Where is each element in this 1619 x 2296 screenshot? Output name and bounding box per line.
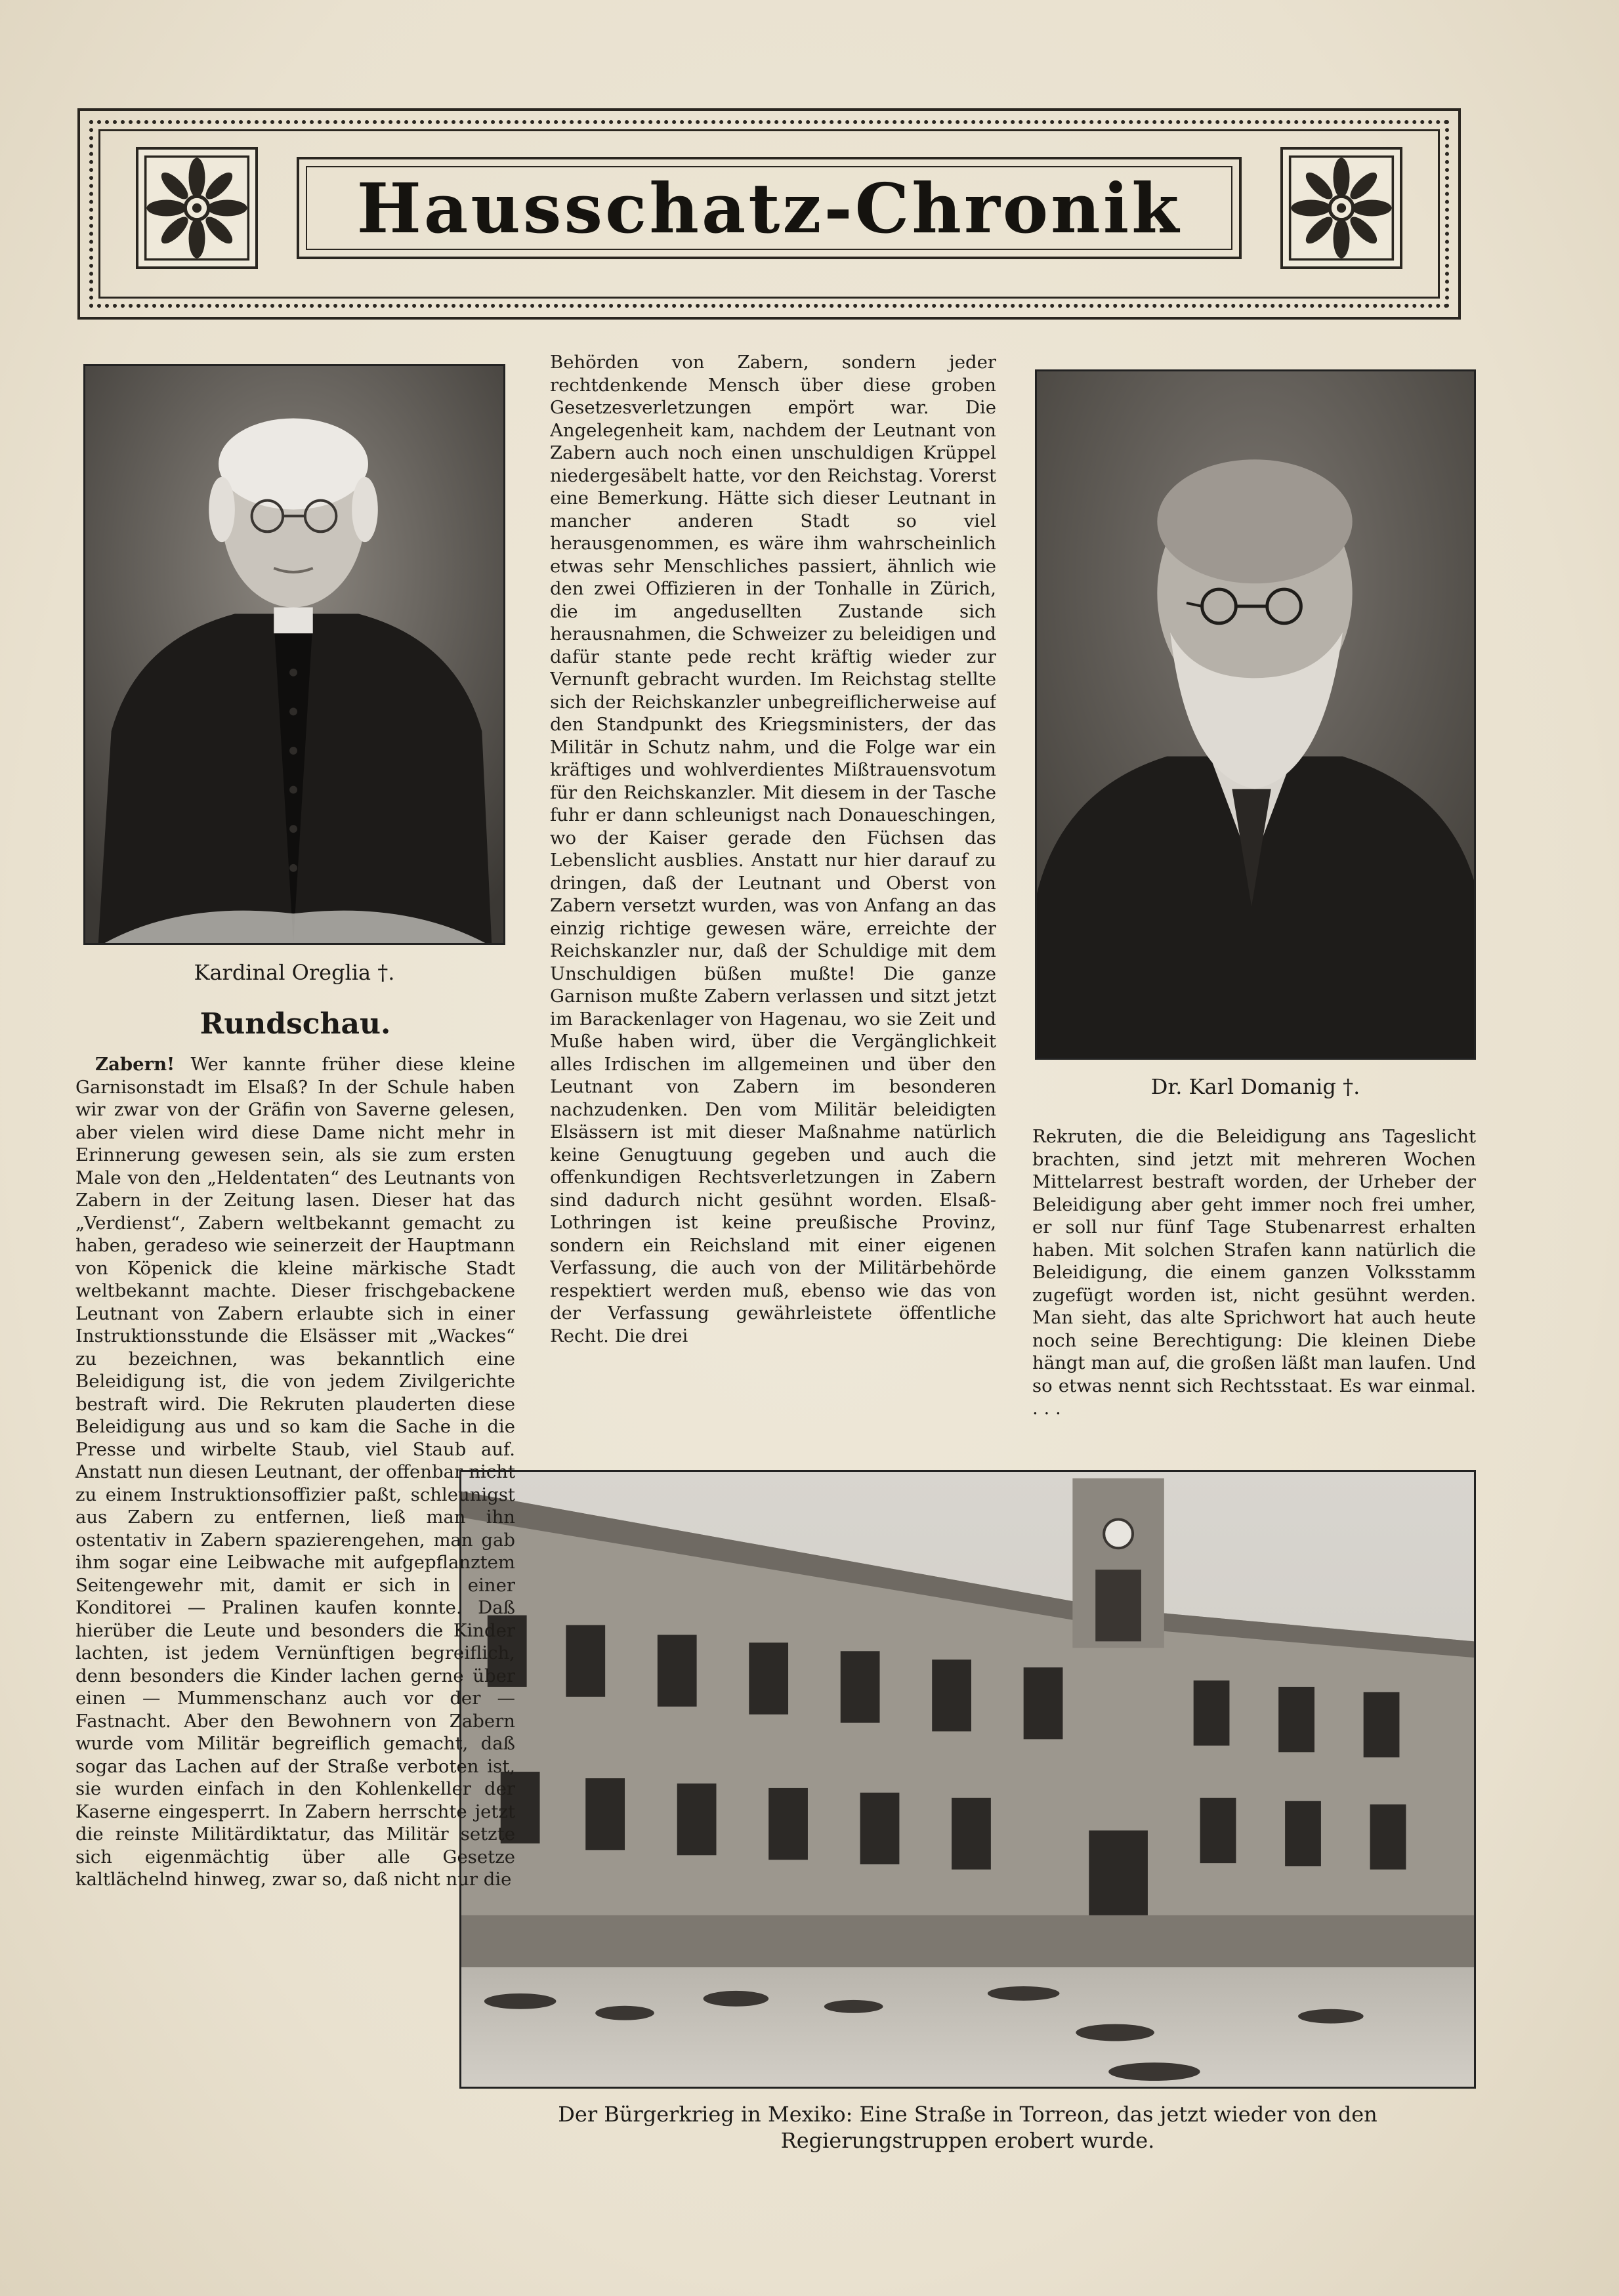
article-column-2 <box>550 351 996 1440</box>
flower-ornament-icon <box>1280 147 1402 269</box>
article-lead: Zabern! <box>95 1054 175 1075</box>
caption-oreglia: Kardinal Oreglia †. <box>194 960 395 985</box>
article-heading: Rundschau. <box>200 1007 391 1041</box>
photo-torreon-street <box>459 1470 1476 2089</box>
photo-cardinal-oreglia <box>83 364 505 945</box>
photo-karl-domanig <box>1035 369 1476 1060</box>
caption-torreon: Der Bürgerkrieg in Mexiko: Eine Straße in Torreon, das jetzt wieder von den Regierungstruppen erobert wurde. <box>558 2102 1377 2153</box>
article-col1-text: Wer kannte früher diese kleine Garnisonstadt im Elsaß? In der Schule haben wir zwar von der Gräfin von Saverne gelesen, aber vielen wird diese Dame nicht mehr in Erinnerung gewesen sein, als sie zum ersten Male von den „Heldentaten“ des Leutnants von Zabern in der Zeitung lasen. Dieser hat das „Verdienst“, Zabern weltbekannt gemacht zu haben, geradeso wie seinerzeit der Hauptmann von Köpenick die kleine märkische Stadt weltbekannt machte. Dieser frischgebackene Leutnant von Zabern erlaubte sich in einer Instruktionsstunde die Elsässer mit „Wackes“ zu bezeichnen, was bekanntlich eine Beleidigung ist, die von jedem Zivilgerichte bestraft wird. Die Rekruten plauderten diese Beleidigung aus und so kam die Sache in die Presse und wirbelte Staub, viel Staub auf. Anstatt nun diesen Leutnant, der offenbar nicht zu einem Instruktionsoffizier paßt, schleunigst aus Zabern zu entfernen, ließ man ihn ostentativ in Zabern spazierengehen, man gab ihm sogar eine Leibwache mit aufgepflanztem Seitengewehr mit, damit er sich in einer Konditorei — Pralinen kaufen konnte. Daß hierüber die Leute und besonders die Kinder lachten, ist jedem Vernünftigen begreiflich, denn besonders die Kinder lachen gerne über einen — Mummenschanz auch vor der — Fastnacht. Aber den Bewohnern von Zabern wurde vom Militär begreiflich gemacht, daß sogar das Lachen auf der Straße verboten ist, sie wurden einfach in den Kohlenkeller der Kaserne eingesperrt. In Zabern herrschte jetzt die reinste Militärdiktatur, das Militär setzte sich eigenmächtig über alle Gesetze kaltlächelnd hinweg, zwar so, daß nicht nur die <box>75 1054 515 1890</box>
masthead-title: Hausschatz-Chronik <box>356 167 1182 249</box>
caption-domanig: Dr. Karl Domanig †. <box>1150 1074 1360 1099</box>
article-col3-text: Rekruten, die die Beleidigung ans Tageslicht brachten, sind jetzt mit mehreren Wochen Mittelarrest bestraft worden, der Urheber der Beleidigung aber geht immer noch frei umher, er soll nur fünf Tage Stubenarrest erhalten haben. Mit solchen Strafen kann natürlich die Beleidigung, die einem ganzen Volksstamm zugefügt worden ist, nicht gesühnt werden. Man sieht, das alte Sprichwort hat auch heute noch seine Berechtigung: Die kleinen Diebe hängt man auf, die großen läßt man laufen. Und so etwas nennt sich Rechtsstaat. Es war einmal. . . . <box>1032 1126 1476 1419</box>
masthead-title-box <box>297 157 1242 259</box>
flower-ornament-icon <box>136 147 258 269</box>
masthead <box>77 108 1461 320</box>
article-column-3 <box>1032 1125 1476 1440</box>
article-col2-text: Behörden von Zabern, sondern jeder rechtdenkende Mensch über diese groben Gesetzesverletzungen empört war. Die Angelegenheit kam, nachdem der Leutnant von Zabern auch noch einen unschuldigen Krüppel niedergesäbelt hatte, vor den Reichstag. Vorerst eine Bemerkung. Hätte sich dieser Leutnant in mancher anderen Stadt so viel herausgenommen, es wäre ihm wahrscheinlich etwas sehr Menschliches passiert, ähnlich wie den zwei Offizieren in der Tonhalle in Zürich, die im angedusellten Zustande sich herausnahmen, die Schweizer zu beleidigen und dafür stante pede recht kräftig wieder zur Vernunft gebracht wurden. Im Reichstag stellte sich der Reichskanzler unbegreiflicherweise auf den Standpunkt des Kriegsministers, der das Militär in Schutz nahm, und die Folge war ein kräftiges und wohlverdientes Mißtrauensvotum für den Reichskanzler. Mit diesem in der Tasche fuhr er dann schleunigst nach Donaueschingen, wo der Kaiser gerade den Füchsen das Lebenslicht ausblies. Anstatt nur hier darauf zu dringen, daß der Leutnant und Oberst von Zabern versetzt wurden, was von Anfang an das einzig richtige gewesen wäre, erreichte der Reichskanzler nur, daß der Schuldige mit dem Unschuldigen büßen mußte! Die ganze Garnison mußte Zabern verlassen und sitzt jetzt im Barackenlager von Hagenau, wo sie Zeit und Muße haben wird, über die Vergänglichkeit alles Irdischen im allgemeinen und über den Leutnant von Zabern im besonderen nachzudenken. Den vom Militär beleidigten Elsässern ist mit dieser Maßnahme natürlich keine Genugtuung gegeben und auch die offenkundigen Rechtsverletzungen in Zabern sind dadurch nicht gesühnt worden. Elsaß-Lothringen ist keine preußische Provinz, sondern ein Reichsland mit einer eigenen Verfassung, die auch von der Militärbehörde respektiert werden muß, ebenso wie das von der Verfassung gewährleistete öffentliche Recht. Die drei <box>550 352 996 1346</box>
article-column-1 <box>75 1053 515 2149</box>
